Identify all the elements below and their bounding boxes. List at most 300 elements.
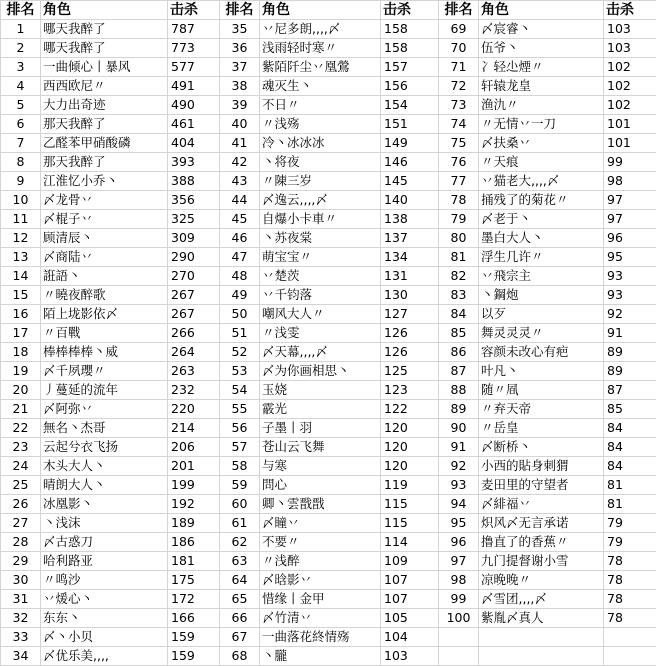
rank-cell bbox=[439, 647, 479, 666]
role-cell: 〃百戰 bbox=[41, 324, 168, 343]
rank-cell: 18 bbox=[1, 343, 41, 362]
table-row bbox=[1, 248, 656, 267]
table-row bbox=[1, 400, 656, 419]
kills-cell: 166 bbox=[168, 609, 220, 628]
role-cell: 〆天幕,,,,〆 bbox=[260, 343, 381, 362]
role-cell: 〃无情丷一刀 bbox=[479, 115, 604, 134]
role-cell: 云起兮衣飞扬 bbox=[41, 438, 168, 457]
kills-cell: 102 bbox=[604, 77, 656, 96]
kills-cell: 93 bbox=[604, 286, 656, 305]
kills-cell: 270 bbox=[168, 267, 220, 286]
rank-cell: 89 bbox=[439, 400, 479, 419]
rank-cell: 6 bbox=[1, 115, 41, 134]
rank-cell: 34 bbox=[1, 647, 41, 666]
kills-cell: 84 bbox=[604, 419, 656, 438]
kills-cell: 79 bbox=[604, 533, 656, 552]
role-cell: 轩辕龙皇 bbox=[479, 77, 604, 96]
role-cell: 〃鸣沙 bbox=[41, 571, 168, 590]
role-cell: 麦田里的守望者 bbox=[479, 476, 604, 495]
role-cell: 一曲落花終情殇 bbox=[260, 628, 381, 647]
role-cell: 丷飛宗主 bbox=[479, 267, 604, 286]
kills-cell: 130 bbox=[381, 286, 439, 305]
kills-cell: 78 bbox=[604, 552, 656, 571]
rank-cell: 32 bbox=[1, 609, 41, 628]
kills-cell: 290 bbox=[168, 248, 220, 267]
rank-cell bbox=[439, 628, 479, 647]
role-cell: 以歹 bbox=[479, 305, 604, 324]
rank-cell: 88 bbox=[439, 381, 479, 400]
rank-cell: 85 bbox=[439, 324, 479, 343]
table-row bbox=[1, 58, 656, 77]
rank-cell: 44 bbox=[220, 191, 260, 210]
role-cell: 陌上垅影依〆 bbox=[41, 305, 168, 324]
role-cell: 哪天我醉了 bbox=[41, 39, 168, 58]
role-cell: 棒棒棒棒丶威 bbox=[41, 343, 168, 362]
kills-cell: 267 bbox=[168, 305, 220, 324]
kills-cell: 773 bbox=[168, 39, 220, 58]
table-row bbox=[1, 590, 656, 609]
role-cell: 〃曉夜醉歌 bbox=[41, 286, 168, 305]
kills-cell: 577 bbox=[168, 58, 220, 77]
rank-cell: 87 bbox=[439, 362, 479, 381]
role-cell: 〃天痕 bbox=[479, 153, 604, 172]
rank-cell: 14 bbox=[1, 267, 41, 286]
role-cell: 不要〃 bbox=[260, 533, 381, 552]
table-row bbox=[1, 172, 656, 191]
kills-cell: 101 bbox=[604, 115, 656, 134]
kills-cell: 87 bbox=[604, 381, 656, 400]
rank-cell: 56 bbox=[220, 419, 260, 438]
table-row bbox=[1, 134, 656, 153]
rank-cell: 86 bbox=[439, 343, 479, 362]
table-row bbox=[1, 495, 656, 514]
rank-cell: 8 bbox=[1, 153, 41, 172]
table-body bbox=[1, 20, 656, 666]
kills-cell: 490 bbox=[168, 96, 220, 115]
role-cell: 丶朧 bbox=[260, 647, 381, 666]
rank-cell: 64 bbox=[220, 571, 260, 590]
role-cell: 〆緋福丷 bbox=[479, 495, 604, 514]
role-cell: 乙醛苯甲硝酸磷 bbox=[41, 134, 168, 153]
rank-cell: 63 bbox=[220, 552, 260, 571]
rank-cell: 90 bbox=[439, 419, 479, 438]
role-cell: 一曲倾心丨暴风 bbox=[41, 58, 168, 77]
kills-cell: 199 bbox=[168, 476, 220, 495]
role-cell: 西西欧尼〃 bbox=[41, 77, 168, 96]
rank-cell: 61 bbox=[220, 514, 260, 533]
kills-cell: 491 bbox=[168, 77, 220, 96]
header-role: 角色 bbox=[41, 1, 168, 20]
rank-cell: 93 bbox=[439, 476, 479, 495]
role-cell: 〆千夙瓔〃 bbox=[41, 362, 168, 381]
table-row bbox=[1, 571, 656, 590]
role-cell: 〃浅醉 bbox=[260, 552, 381, 571]
role-cell: 哈利路亚 bbox=[41, 552, 168, 571]
rank-cell: 100 bbox=[439, 609, 479, 628]
role-cell: 〆阿弥丷 bbox=[41, 400, 168, 419]
kills-cell: 103 bbox=[604, 39, 656, 58]
rank-cell: 91 bbox=[439, 438, 479, 457]
rank-cell: 19 bbox=[1, 362, 41, 381]
role-cell: 丷楚茨 bbox=[260, 267, 381, 286]
role-cell: 丿蔓延的流年 bbox=[41, 381, 168, 400]
role-cell: 不日〃 bbox=[260, 96, 381, 115]
kills-cell: 220 bbox=[168, 400, 220, 419]
role-cell: 与寒 bbox=[260, 457, 381, 476]
role-cell: 随〃凮 bbox=[479, 381, 604, 400]
rank-cell: 49 bbox=[220, 286, 260, 305]
role-cell: 苍山云飞舞 bbox=[260, 438, 381, 457]
table-row bbox=[1, 77, 656, 96]
header-role: 角色 bbox=[260, 1, 381, 20]
table-row bbox=[1, 476, 656, 495]
rank-cell: 79 bbox=[439, 210, 479, 229]
kills-cell: 103 bbox=[381, 647, 439, 666]
rank-cell: 78 bbox=[439, 191, 479, 210]
role-cell: 〆龙骨丷 bbox=[41, 191, 168, 210]
table-row bbox=[1, 514, 656, 533]
role-cell: 木头大人丶 bbox=[41, 457, 168, 476]
role-cell: 〆古惑刀 bbox=[41, 533, 168, 552]
kills-cell: 172 bbox=[168, 590, 220, 609]
rank-cell: 29 bbox=[1, 552, 41, 571]
kills-cell: 137 bbox=[381, 229, 439, 248]
role-cell: 小西的貼身刺猬 bbox=[479, 457, 604, 476]
rank-cell: 77 bbox=[439, 172, 479, 191]
rank-cell: 25 bbox=[1, 476, 41, 495]
rank-cell: 36 bbox=[220, 39, 260, 58]
role-cell: 撸直了的香蕉〃 bbox=[479, 533, 604, 552]
rank-cell: 16 bbox=[1, 305, 41, 324]
kills-cell: 98 bbox=[604, 172, 656, 191]
kills-cell: 96 bbox=[604, 229, 656, 248]
table-row bbox=[1, 210, 656, 229]
rank-cell: 1 bbox=[1, 20, 41, 39]
header-role: 角色 bbox=[479, 1, 604, 20]
role-cell: 炽风〆无言承诺 bbox=[479, 514, 604, 533]
rank-cell: 96 bbox=[439, 533, 479, 552]
table-row bbox=[1, 115, 656, 134]
kills-cell: 156 bbox=[381, 77, 439, 96]
kills-cell: 120 bbox=[381, 438, 439, 457]
table-row bbox=[1, 343, 656, 362]
table-row bbox=[1, 286, 656, 305]
rank-cell: 17 bbox=[1, 324, 41, 343]
table-row bbox=[1, 362, 656, 381]
kills-cell: 102 bbox=[604, 96, 656, 115]
role-cell: 〃浅雯 bbox=[260, 324, 381, 343]
rank-cell: 58 bbox=[220, 457, 260, 476]
rank-cell: 35 bbox=[220, 20, 260, 39]
table-row bbox=[1, 647, 656, 666]
kills-cell: 140 bbox=[381, 191, 439, 210]
role-cell: 浅雨轻时寒〃 bbox=[260, 39, 381, 58]
kills-cell: 125 bbox=[381, 362, 439, 381]
role-cell: 顾清辰丶 bbox=[41, 229, 168, 248]
rank-cell: 55 bbox=[220, 400, 260, 419]
role-cell: 那天我醉了 bbox=[41, 115, 168, 134]
header-rank: 排名 bbox=[220, 1, 260, 20]
rank-cell: 68 bbox=[220, 647, 260, 666]
role-cell: 伍爷丶 bbox=[479, 39, 604, 58]
kills-cell: 91 bbox=[604, 324, 656, 343]
rank-cell: 42 bbox=[220, 153, 260, 172]
kills-cell: 145 bbox=[381, 172, 439, 191]
role-cell: 浮生几许〃 bbox=[479, 248, 604, 267]
role-cell: 〆商陆丷 bbox=[41, 248, 168, 267]
kills-cell: 192 bbox=[168, 495, 220, 514]
kills-cell: 158 bbox=[381, 20, 439, 39]
rank-cell: 52 bbox=[220, 343, 260, 362]
kills-cell: 189 bbox=[168, 514, 220, 533]
table-row bbox=[1, 381, 656, 400]
rank-cell: 84 bbox=[439, 305, 479, 324]
role-cell: 丶苏夜棠 bbox=[260, 229, 381, 248]
kills-cell: 78 bbox=[604, 590, 656, 609]
rank-cell: 31 bbox=[1, 590, 41, 609]
header-rank: 排名 bbox=[439, 1, 479, 20]
kills-cell: 157 bbox=[381, 58, 439, 77]
header-rank: 排名 bbox=[1, 1, 41, 20]
kills-cell: 134 bbox=[381, 248, 439, 267]
kills-cell: 127 bbox=[381, 305, 439, 324]
role-cell: 叶凡丶 bbox=[479, 362, 604, 381]
kills-cell: 97 bbox=[604, 191, 656, 210]
rank-cell: 41 bbox=[220, 134, 260, 153]
role-cell: 〆老于丶 bbox=[479, 210, 604, 229]
role-cell bbox=[479, 647, 604, 666]
kills-cell: 102 bbox=[604, 58, 656, 77]
kills-cell: 267 bbox=[168, 286, 220, 305]
rank-cell: 24 bbox=[1, 457, 41, 476]
table-row bbox=[1, 438, 656, 457]
rank-cell: 76 bbox=[439, 153, 479, 172]
kills-cell: 123 bbox=[381, 381, 439, 400]
kills-cell: 186 bbox=[168, 533, 220, 552]
role-cell: 〆扶桑丷 bbox=[479, 134, 604, 153]
rank-cell: 51 bbox=[220, 324, 260, 343]
kills-cell: 93 bbox=[604, 267, 656, 286]
rank-cell: 37 bbox=[220, 58, 260, 77]
kills-cell: 393 bbox=[168, 153, 220, 172]
role-cell: 丷尼多朗,,,,〆 bbox=[260, 20, 381, 39]
rank-cell: 20 bbox=[1, 381, 41, 400]
kills-cell: 103 bbox=[604, 20, 656, 39]
header-kills: 击杀 bbox=[604, 1, 656, 20]
rank-cell: 59 bbox=[220, 476, 260, 495]
kills-cell: 107 bbox=[381, 590, 439, 609]
role-cell: 〆断桥丶 bbox=[479, 438, 604, 457]
role-cell: 萌宝宝〃 bbox=[260, 248, 381, 267]
rank-cell: 30 bbox=[1, 571, 41, 590]
kills-cell: 99 bbox=[604, 153, 656, 172]
kills-cell: 101 bbox=[604, 134, 656, 153]
rank-cell: 57 bbox=[220, 438, 260, 457]
rank-cell: 66 bbox=[220, 609, 260, 628]
rank-cell: 38 bbox=[220, 77, 260, 96]
role-cell: 〃浅殇 bbox=[260, 115, 381, 134]
rank-cell: 21 bbox=[1, 400, 41, 419]
role-cell: 丶浅沫 bbox=[41, 514, 168, 533]
role-cell: 大力出奇迹 bbox=[41, 96, 168, 115]
role-cell: 〆宸睿丶 bbox=[479, 20, 604, 39]
rank-cell: 47 bbox=[220, 248, 260, 267]
role-cell: 渔氿〃 bbox=[479, 96, 604, 115]
kills-cell: 89 bbox=[604, 362, 656, 381]
kills-cell: 206 bbox=[168, 438, 220, 457]
kills-cell: 97 bbox=[604, 210, 656, 229]
role-cell: 卿丶雲戬戬 bbox=[260, 495, 381, 514]
rank-cell: 46 bbox=[220, 229, 260, 248]
kills-cell: 461 bbox=[168, 115, 220, 134]
table-row bbox=[1, 324, 656, 343]
kills-cell: 126 bbox=[381, 324, 439, 343]
role-cell: 〆优乐美,,,, bbox=[41, 647, 168, 666]
rank-cell: 81 bbox=[439, 248, 479, 267]
rank-cell: 39 bbox=[220, 96, 260, 115]
role-cell: 凉晚晚〃 bbox=[479, 571, 604, 590]
header-kills: 击杀 bbox=[381, 1, 439, 20]
rank-cell: 80 bbox=[439, 229, 479, 248]
kills-cell: 115 bbox=[381, 514, 439, 533]
kills-cell: 232 bbox=[168, 381, 220, 400]
kills-cell: 107 bbox=[381, 571, 439, 590]
kills-cell: 119 bbox=[381, 476, 439, 495]
kills-cell: 388 bbox=[168, 172, 220, 191]
kills-cell: 201 bbox=[168, 457, 220, 476]
role-cell: 墨白大人丶 bbox=[479, 229, 604, 248]
rank-cell: 45 bbox=[220, 210, 260, 229]
kills-cell: 114 bbox=[381, 533, 439, 552]
kills-cell: 120 bbox=[381, 419, 439, 438]
kills-cell bbox=[604, 647, 656, 666]
kills-cell: 92 bbox=[604, 305, 656, 324]
kills-cell: 95 bbox=[604, 248, 656, 267]
kills-cell: 131 bbox=[381, 267, 439, 286]
kills-cell: 84 bbox=[604, 457, 656, 476]
role-cell: 〆竹清丷 bbox=[260, 609, 381, 628]
role-cell: 九门提督谢小雪 bbox=[479, 552, 604, 571]
table-row bbox=[1, 305, 656, 324]
rank-cell: 71 bbox=[439, 58, 479, 77]
table-row bbox=[1, 267, 656, 286]
rank-cell: 48 bbox=[220, 267, 260, 286]
role-cell: 〆棍子丷 bbox=[41, 210, 168, 229]
table-row bbox=[1, 628, 656, 647]
rank-cell: 33 bbox=[1, 628, 41, 647]
role-cell: 丶将夜 bbox=[260, 153, 381, 172]
role-cell: 誑語丶 bbox=[41, 267, 168, 286]
kills-cell: 122 bbox=[381, 400, 439, 419]
rank-cell: 7 bbox=[1, 134, 41, 153]
kills-cell: 78 bbox=[604, 609, 656, 628]
kills-cell: 104 bbox=[381, 628, 439, 647]
kills-cell bbox=[604, 628, 656, 647]
kills-cell: 89 bbox=[604, 343, 656, 362]
rank-cell: 4 bbox=[1, 77, 41, 96]
rank-cell: 67 bbox=[220, 628, 260, 647]
role-cell bbox=[479, 628, 604, 647]
rank-cell: 94 bbox=[439, 495, 479, 514]
kills-cell: 151 bbox=[381, 115, 439, 134]
kills-cell: 81 bbox=[604, 495, 656, 514]
role-cell: 容颜未改心有疤 bbox=[479, 343, 604, 362]
kills-cell: 404 bbox=[168, 134, 220, 153]
table-row bbox=[1, 457, 656, 476]
role-cell: 嘲风大人〃 bbox=[260, 305, 381, 324]
role-cell: 〃岳皇 bbox=[479, 419, 604, 438]
role-cell: 丷猫老大,,,,〆 bbox=[479, 172, 604, 191]
role-cell: 舞灵灵灵〃 bbox=[479, 324, 604, 343]
kills-cell: 109 bbox=[381, 552, 439, 571]
rank-cell: 95 bbox=[439, 514, 479, 533]
header-row bbox=[1, 1, 656, 20]
kills-cell: 138 bbox=[381, 210, 439, 229]
kills-cell: 115 bbox=[381, 495, 439, 514]
rank-cell: 72 bbox=[439, 77, 479, 96]
role-cell: 江淮忆小乔丶 bbox=[41, 172, 168, 191]
rank-cell: 40 bbox=[220, 115, 260, 134]
rank-cell: 70 bbox=[439, 39, 479, 58]
rank-cell: 5 bbox=[1, 96, 41, 115]
rank-cell: 92 bbox=[439, 457, 479, 476]
rank-cell: 54 bbox=[220, 381, 260, 400]
table-row bbox=[1, 533, 656, 552]
role-cell: 〃弃天帝 bbox=[479, 400, 604, 419]
rank-cell: 27 bbox=[1, 514, 41, 533]
rank-cell: 28 bbox=[1, 533, 41, 552]
rank-cell: 98 bbox=[439, 571, 479, 590]
role-cell: 〆逸云,,,,〆 bbox=[260, 191, 381, 210]
role-cell: 紫陌阡尘丷凰鶯 bbox=[260, 58, 381, 77]
role-cell: 冷丶冰冰冰 bbox=[260, 134, 381, 153]
rank-cell: 97 bbox=[439, 552, 479, 571]
kills-cell: 309 bbox=[168, 229, 220, 248]
role-cell: 霰光 bbox=[260, 400, 381, 419]
kills-cell: 214 bbox=[168, 419, 220, 438]
table-row bbox=[1, 96, 656, 115]
rank-cell: 62 bbox=[220, 533, 260, 552]
kills-cell: 159 bbox=[168, 647, 220, 666]
rank-cell: 13 bbox=[1, 248, 41, 267]
rank-cell: 22 bbox=[1, 419, 41, 438]
table-row bbox=[1, 191, 656, 210]
role-cell: 捅残了的菊花〃 bbox=[479, 191, 604, 210]
header-kills: 击杀 bbox=[168, 1, 220, 20]
rank-cell: 10 bbox=[1, 191, 41, 210]
table-row bbox=[1, 419, 656, 438]
kills-cell: 84 bbox=[604, 438, 656, 457]
rank-cell: 23 bbox=[1, 438, 41, 457]
rank-cell: 2 bbox=[1, 39, 41, 58]
rank-cell: 43 bbox=[220, 172, 260, 191]
kills-cell: 149 bbox=[381, 134, 439, 153]
kills-cell: 120 bbox=[381, 457, 439, 476]
kills-cell: 85 bbox=[604, 400, 656, 419]
rank-cell: 60 bbox=[220, 495, 260, 514]
role-cell: 〆丶小贝 bbox=[41, 628, 168, 647]
kills-cell: 266 bbox=[168, 324, 220, 343]
rank-cell: 9 bbox=[1, 172, 41, 191]
role-cell: 玉娆 bbox=[260, 381, 381, 400]
rank-cell: 82 bbox=[439, 267, 479, 286]
kills-cell: 263 bbox=[168, 362, 220, 381]
role-cell: 紫胤〆真人 bbox=[479, 609, 604, 628]
table-row bbox=[1, 153, 656, 172]
kills-cell: 78 bbox=[604, 571, 656, 590]
kills-cell: 105 bbox=[381, 609, 439, 628]
role-cell: 〃陳三岁 bbox=[260, 172, 381, 191]
